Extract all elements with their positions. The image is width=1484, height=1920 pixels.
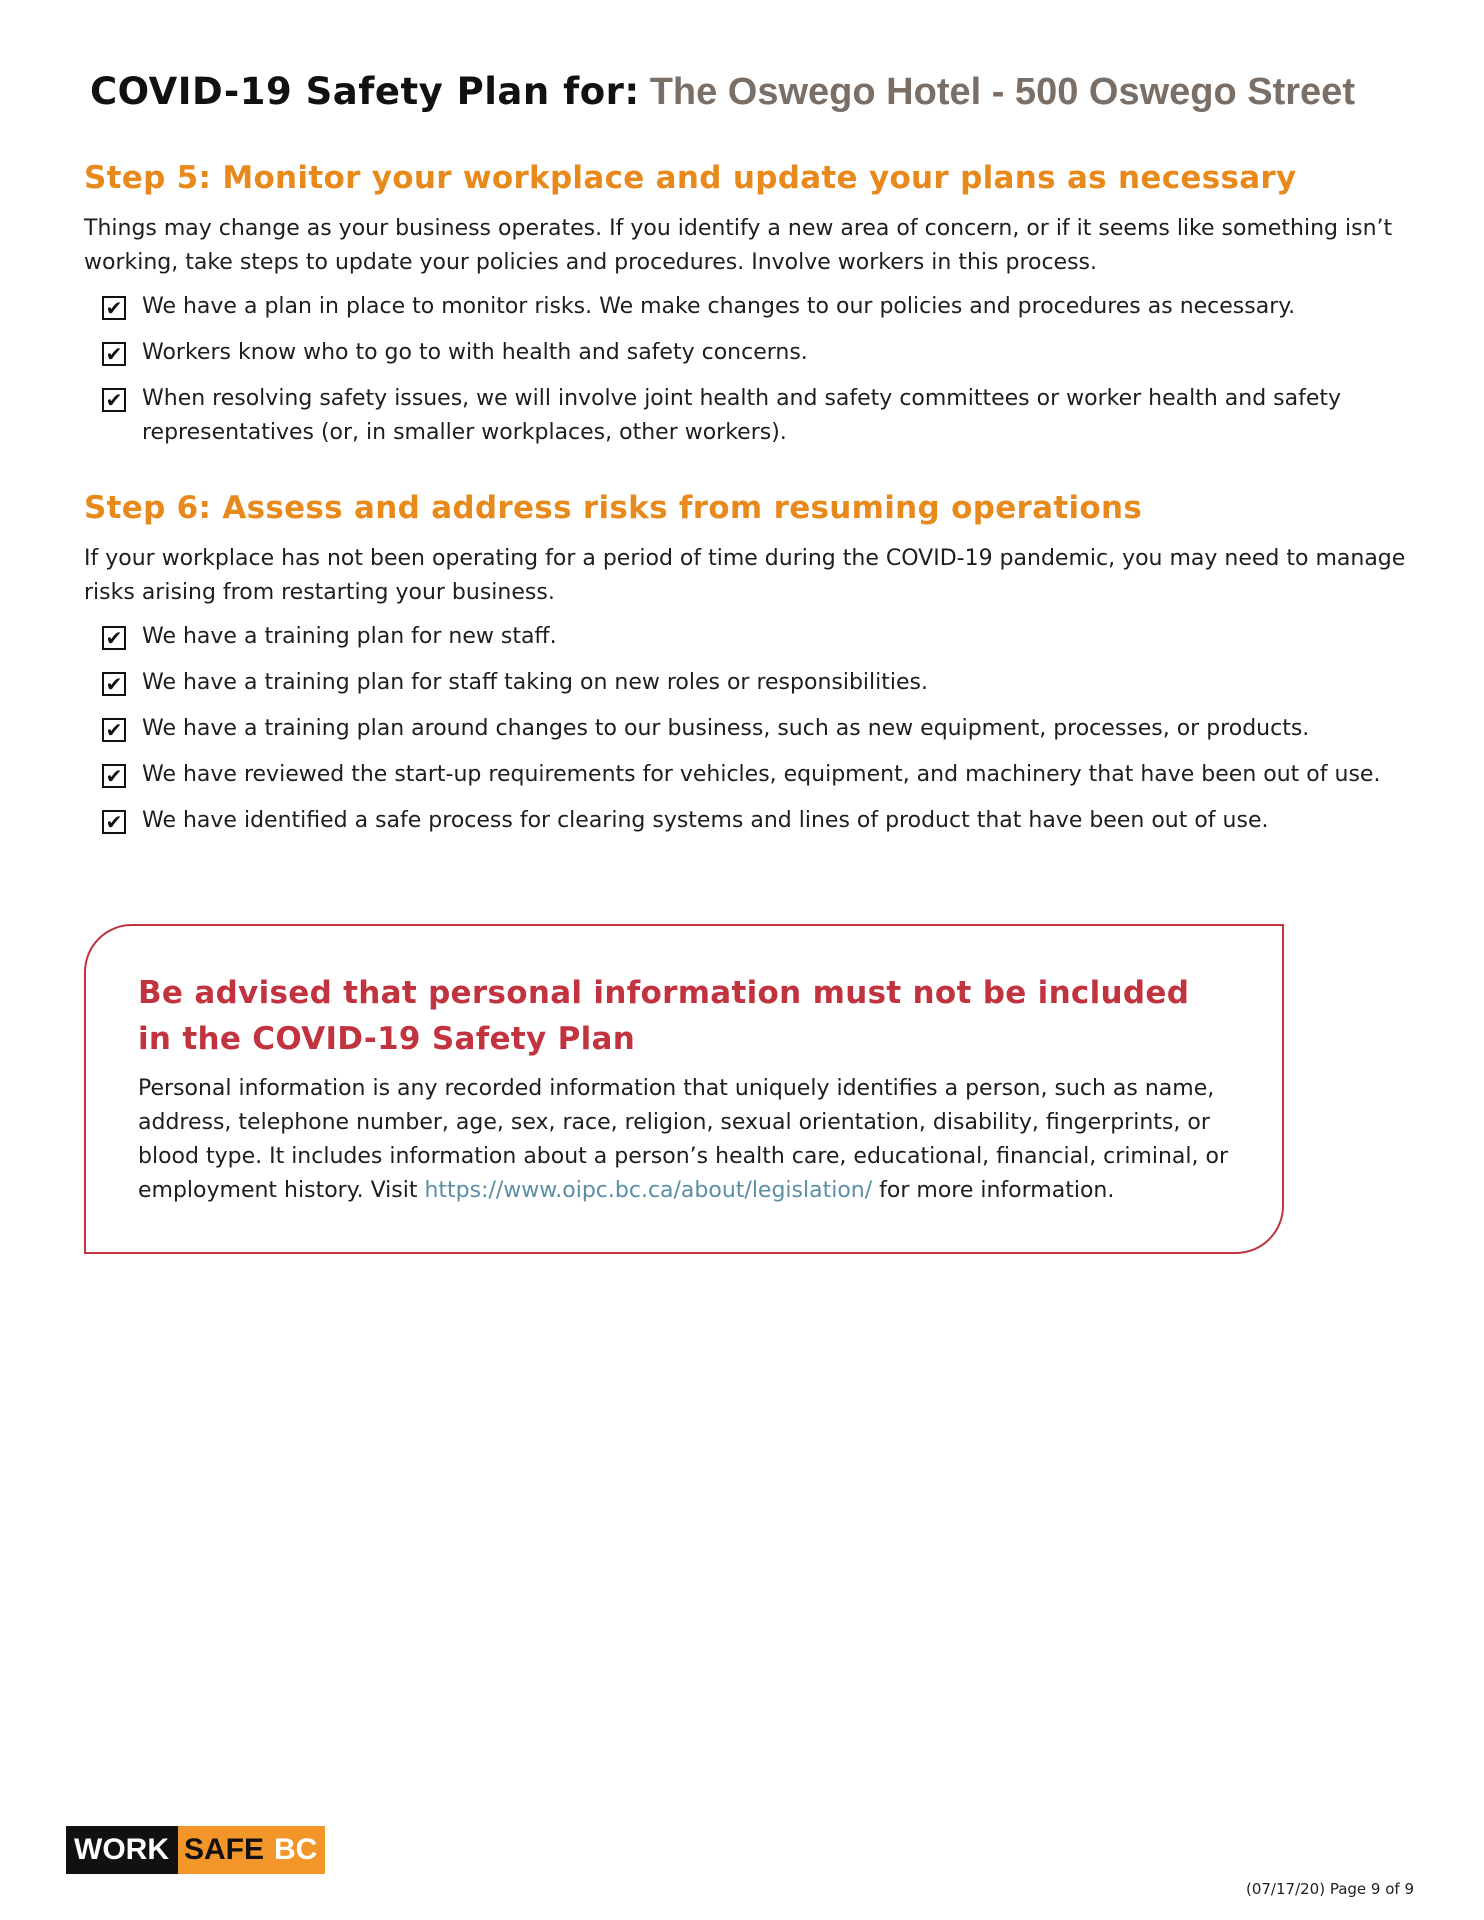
privacy-notice-heading: Be advised that personal information must not be included in the COVID-19 Safety Plan [138,975,1190,1057]
checkbox[interactable]: ✔ [102,388,126,412]
page-footer: (07/17/20) Page 9 of 9 [1245,1880,1414,1898]
checklist-item-text: We have a plan in place to monitor risks. We make changes to our policies and procedures as necessary. [142,294,1296,319]
checklist-item-text: Workers know who to go to with health and safety concerns. [142,340,808,365]
privacy-notice-text: Personal information is any recorded information that uniquely identifies a person, such as name, address, telephone number, age, sex, race, religion, sexual orientation, disability, fingerprints, or blood type. It includes information about a person’s health care, educational, financial, criminal, or employment history. Visit [138,1076,1228,1203]
logo-bc-text: BC [270,1826,325,1874]
legislation-link[interactable]: https://www.oipc.bc.ca/about/legislation/ [424,1178,873,1203]
checkbox[interactable]: ✔ [102,626,126,650]
checklist-item-text: We have a training plan for staff taking on new roles or responsibilities. [142,670,928,695]
worksafebc-logo [66,1826,325,1874]
checklist-item [102,382,1414,450]
step5-heading: Step 5: Monitor your workplace and update your plans as necessary [84,160,1297,196]
step6-intro: If your workplace has not been operating for a period of time during the COVID-19 pandemic, you may need to manage risks arising from restarting your business. [84,546,1406,605]
checklist-item [102,712,1414,746]
title-hotel-name: The Oswego Hotel - 500 Oswego Street [649,71,1355,113]
checklist-item-text: We have reviewed the start-up requirements for vehicles, equipment, and machinery that have been out of use. [142,762,1381,787]
checklist-item [102,666,1414,700]
step6-checklist [102,620,1414,838]
step6-section [84,490,1414,850]
checklist-item [102,758,1414,792]
step5-intro: Things may change as your business operates. If you identify a new area of concern, or if it seems like something isn’t working, take steps to update your policies and procedures. Involve workers in this process. [84,216,1393,275]
step5-checklist [102,290,1414,450]
checkbox[interactable]: ✔ [102,296,126,320]
logo-work-text: WORK [66,1826,178,1874]
checklist-item [102,620,1414,654]
checklist-item-text: We have a training plan for new staff. [142,624,557,649]
checklist-item [102,290,1414,324]
title-prefix: COVID-19 Safety Plan for: [90,70,640,113]
step6-heading: Step 6: Assess and address risks from resuming operations [84,490,1143,526]
checklist-item-text: We have identified a safe process for clearing systems and lines of product that have been out of use. [142,808,1269,833]
checklist-item [102,804,1414,838]
privacy-notice-body [138,1072,1232,1208]
page-title [90,70,1355,114]
logo-safe-text: SAFE [178,1826,270,1874]
checkbox[interactable]: ✔ [102,718,126,742]
privacy-notice-text-end: for more information. [872,1178,1115,1203]
checklist-item-text: When resolving safety issues, we will involve joint health and safety committees or worker health and safety representatives (or, in smaller workplaces, other workers). [142,386,1342,445]
step5-section [84,160,1414,462]
checkbox[interactable]: ✔ [102,342,126,366]
privacy-notice-box [84,924,1284,1254]
checkbox[interactable]: ✔ [102,672,126,696]
checkbox[interactable]: ✔ [102,764,126,788]
checklist-item-text: We have a training plan around changes to our business, such as new equipment, processes, or products. [142,716,1310,741]
checklist-item [102,336,1414,370]
checkbox[interactable]: ✔ [102,810,126,834]
